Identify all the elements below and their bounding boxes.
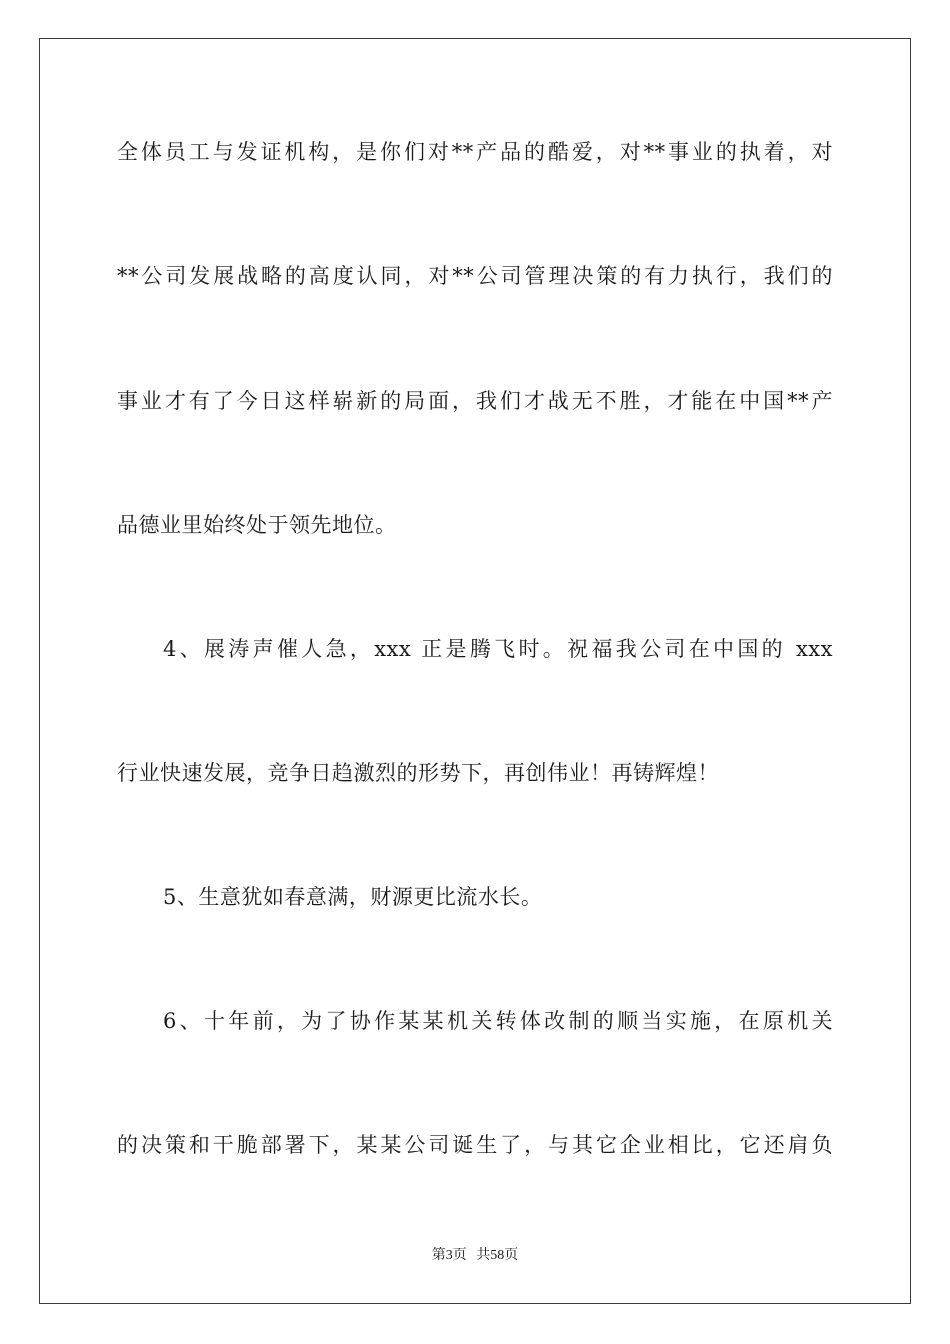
text-line-5: 4、展涛声催人急，xxx 正是腾飞时。祝福我公司在中国的 xxx [163,637,833,661]
page-footer [0,1247,950,1265]
text-line-9: 的决策和干脆部署下，某某公司诞生了，与其它企业相比，它还肩负 [117,1133,833,1157]
text-line-6: 行业快速发展，竞争日趋激烈的形势下，再创伟业！再铸辉煌！ [117,761,719,785]
text-line-4: 品德业里始终处于领先地位。 [117,513,397,537]
text-line-7: 5、生意犹如春意满，财源更比流水长。 [163,885,543,909]
text-line-3: 事业才有了今日这样崭新的局面，我们才战无不胜，才能在中国**产 [117,389,833,413]
text-line-8: 6、十年前，为了协作某某机关转体改制的顺当实施，在原机关 [163,1009,833,1033]
text-line-1: 全体员工与发证机构，是你们对**产品的酷爱，对**事业的执着，对 [117,140,833,164]
text-line-2: **公司发展战略的高度认同，对**公司管理决策的有力执行，我们的 [117,264,833,288]
total-pages: 共58页 [476,1248,519,1263]
page-border [39,38,911,1304]
page-number: 第3页 [431,1248,467,1263]
